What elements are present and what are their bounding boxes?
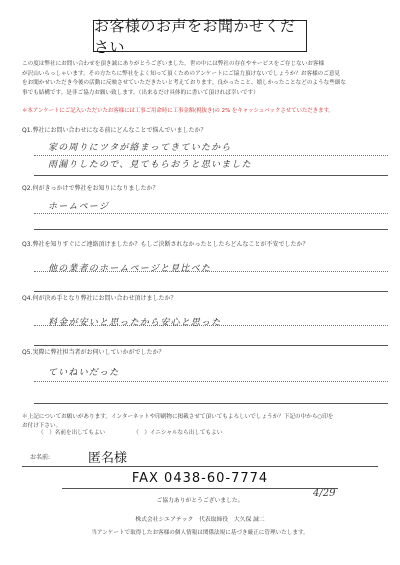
- choice-initials-ok[interactable]: （ ）イニシャルなら出してもよい: [133, 430, 223, 436]
- cashback-notice: ＊本アンケートにご記入いただいたお客様には工事ご用命時に工事金額(税抜き)の 2% をキャッシュバックさせていただきます。: [22, 108, 334, 114]
- intro-text: [22, 60, 388, 98]
- answer-1-field[interactable]: [34, 137, 388, 176]
- fax-number: FAX 0438-60-7774: [131, 471, 269, 486]
- answer-3-line-1: 他の業者のホームページと見比べた: [48, 264, 212, 274]
- choice-name-ok[interactable]: （ ）名前を出してもよい: [38, 430, 106, 436]
- publication-choices: [38, 428, 222, 436]
- privacy-note: 当アンケートで取得したお客様の個人情報は関係法規に基づき厳正に管理いたします。: [91, 530, 309, 536]
- thanks-text: ご協力ありがとうございました。: [156, 498, 244, 504]
- answer-2-field[interactable]: [34, 195, 388, 230]
- answer-4-line-1: 料金が安いと思ったから安心と思った: [48, 318, 222, 328]
- answer-4-field[interactable]: [34, 305, 388, 346]
- question-5: [22, 349, 388, 404]
- answer-5-field[interactable]: [34, 359, 388, 404]
- question-1: [22, 127, 388, 176]
- answer-1-line-2: 雨漏りしたので、見てもらおうと思いました: [48, 160, 252, 170]
- question-3: [22, 241, 388, 292]
- question-5-label: Q5.実際に弊社担当者がお伺いしていかがでしたか？: [22, 349, 165, 356]
- question-3-label: Q3.弊社を知りすぐにご連絡頂けましたか？もしご決断されなかったとしたらどんなことが不安でしたか？: [22, 241, 309, 248]
- question-1-label: Q1.弊社にお問い合わせになる前にどんなことで悩んでいましたか？: [22, 127, 207, 134]
- name-label: お名前:: [30, 454, 51, 461]
- intro-line: をお聞かせいただき今後の活動に反映させていただきたいと考えております。良かったこと、嬉しかったことなどのような些細な: [22, 80, 346, 87]
- question-2-label: Q2.何がきっかけで弊社をお知りになりましたか？: [22, 185, 159, 192]
- answer-2-line-1: ホームページ: [48, 202, 110, 212]
- remark-line: ＊上記についてお願いがあります。インターネットや印刷物に掲載させて頂いてもよろしいでしょうか？下記の中から○印を: [22, 414, 334, 420]
- answer-5-line-1: ていねいだった: [48, 368, 120, 378]
- remark-line: お付け下さい。: [22, 423, 62, 429]
- question-2: [22, 185, 388, 230]
- intro-line: 事でも結構です。是非ご協力お願い致します。（出来るだけ具体的に書いて頂ければ幸いです）: [22, 89, 259, 96]
- company-name: 株式会社シエアテック 代表取締役 大久保 誠二: [135, 517, 265, 523]
- intro-line: この度は弊社にお問い合わせを頂き誠にありがとうございました。世の中には弊社の存在やサービスをご存じないお客様: [22, 61, 325, 67]
- answer-3-field[interactable]: [34, 251, 388, 292]
- handwritten-date: 4/29: [313, 488, 336, 499]
- name-field[interactable]: [22, 446, 378, 467]
- question-4-label: Q4.何が決め手となり弊社にお問い合わせ頂けましたか？: [22, 295, 177, 302]
- answer-1-line-1: 家の周りにツタが絡まってきていたから: [48, 143, 232, 153]
- name-value: 匿名様: [88, 451, 128, 466]
- fax-underline: [62, 488, 338, 489]
- question-4: [22, 295, 388, 346]
- page-title: お客様のお声をお聞かせください: [93, 20, 307, 52]
- intro-line: が沢山いらっしゃいます。その方たちに弊社をよく知って頂くためのアンケートにご協力頂けないでしょうか？お客様のご意見: [22, 70, 341, 77]
